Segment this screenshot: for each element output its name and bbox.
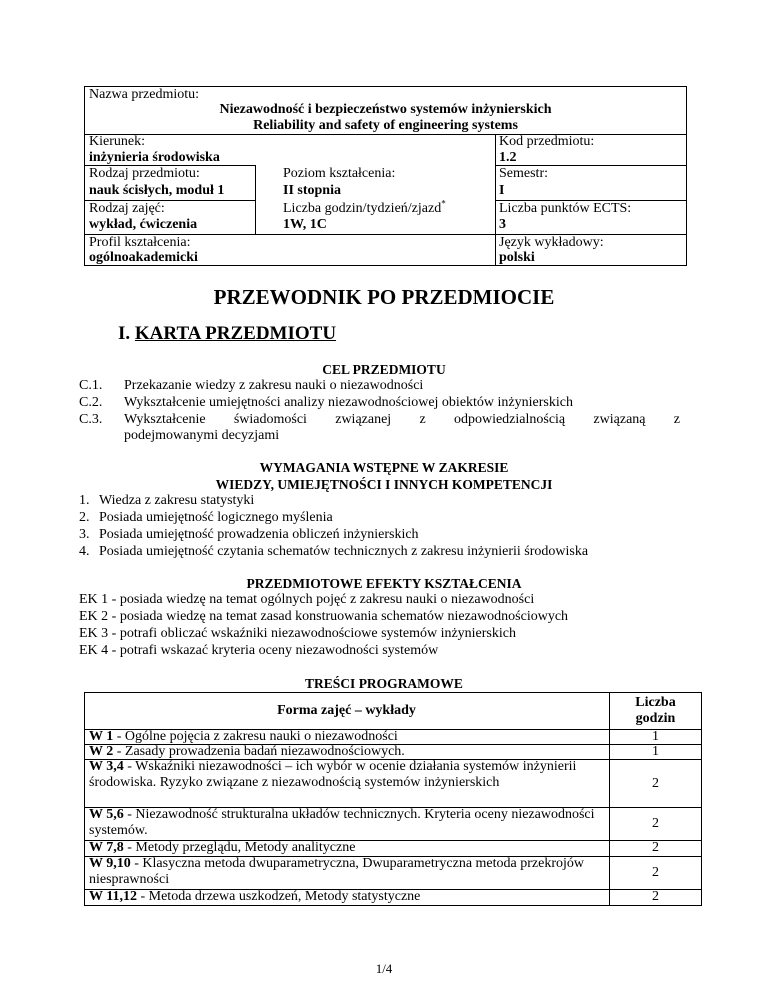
profile-value: ogólnoakademicki bbox=[89, 250, 198, 265]
requirement-item bbox=[79, 527, 419, 543]
outcome-item bbox=[79, 592, 534, 608]
subject-name-pl: Niezawodność i bezpieczeństwo systemów inżynierskich bbox=[219, 102, 552, 117]
table-row bbox=[89, 840, 604, 856]
level-value: II stopnia bbox=[283, 183, 341, 198]
language-label: Język wykładowy: bbox=[499, 235, 604, 250]
language-value: polski bbox=[499, 250, 535, 265]
program-col-hours-2: godzin bbox=[635, 711, 676, 726]
semester-label: Semestr: bbox=[499, 166, 548, 181]
subject-name-label: Nazwa przedmiotu: bbox=[89, 87, 200, 102]
table-row bbox=[89, 729, 604, 745]
direction-label: Kierunek: bbox=[89, 134, 145, 149]
goal-text: Wykształcenie umiejętności analizy niezawodnościowej obiektów inżynierskich bbox=[124, 395, 573, 410]
hours-value: 1W, 1C bbox=[283, 217, 327, 232]
row-text: - Niezawodność strukturalna układów technicznych. Kryteria oceny niezawodności systemów. bbox=[89, 807, 595, 838]
ects-value: 3 bbox=[499, 217, 506, 232]
semester-value: I bbox=[499, 183, 505, 198]
requirement-text: Posiada umiejętność logicznego myślenia bbox=[99, 510, 333, 525]
goal-number: C.3. bbox=[79, 412, 103, 427]
program-col-topic: Forma zajęć – wykłady bbox=[277, 703, 416, 718]
row-hours: 1 bbox=[652, 744, 659, 759]
outcome-item bbox=[79, 626, 516, 642]
row-hours: 2 bbox=[652, 840, 659, 855]
row-text: - Metoda drzewa uszkodzeń, Metody statystyczne bbox=[136, 889, 421, 904]
row-code: W 9,10 bbox=[89, 856, 131, 871]
row-hours: 2 bbox=[652, 776, 659, 791]
row-code: W 5,6 bbox=[89, 807, 124, 822]
table-row bbox=[89, 759, 604, 791]
requirements-heading-1: WYMAGANIA WSTĘPNE W ZAKRESIE bbox=[259, 460, 509, 475]
table-row bbox=[89, 744, 604, 760]
outcome-text: posiada wiedzę na temat ogólnych pojęć z zakresu nauki o niezawodności bbox=[119, 592, 535, 607]
goal-number: C.1. bbox=[79, 378, 103, 393]
level-label: Poziom kształcenia: bbox=[283, 166, 396, 181]
direction-value: inżynieria środowiska bbox=[89, 150, 220, 165]
hours-label-text: Liczba godzin/tydzień/zjazd bbox=[283, 201, 442, 216]
goal-item bbox=[79, 378, 423, 394]
code-label: Kod przedmiotu: bbox=[499, 134, 595, 149]
outcome-text: posiada wiedzę na temat zasad konstruowania schematów niezawodnościowych bbox=[119, 609, 569, 624]
outcome-number: EK 3 - bbox=[79, 626, 117, 641]
row-text: - Klasyczna metoda dwuparametryczna, Dwuparametryczna metoda przekrojów niesprawności bbox=[89, 856, 584, 887]
row-text: - Wskaźniki niezawodności – ich wybór w ocenie działania systemów inżynierii środowiska. Ryzyko związane z niezawodnością systemów inżynierskich bbox=[89, 759, 577, 790]
goal-text: Przekazanie wiedzy z zakresu nauki o niezawodności bbox=[124, 378, 424, 393]
page-title: PRZEWODNIK PO PRZEDMIOCIE bbox=[213, 285, 555, 309]
page-number: 1/4 bbox=[375, 961, 393, 976]
row-code: W 7,8 bbox=[89, 840, 124, 855]
row-code: W 1 bbox=[89, 729, 114, 744]
goal-item bbox=[79, 395, 573, 411]
requirement-number: 2. bbox=[79, 510, 90, 525]
program-col-hours-1: Liczba bbox=[635, 695, 676, 710]
requirement-text: Posiada umiejętność czytania schematów technicznych z zakresu inżynierii środowiska bbox=[99, 544, 589, 559]
outcome-item bbox=[79, 643, 438, 659]
requirement-item bbox=[79, 493, 254, 509]
program-heading: TREŚCI PROGRAMOWE bbox=[305, 676, 463, 691]
outcome-number: EK 1 - bbox=[79, 592, 117, 607]
type-value: nauk ścisłych, moduł 1 bbox=[89, 183, 225, 198]
ects-label: Liczba punktów ECTS: bbox=[499, 201, 632, 216]
classes-label: Rodzaj zajęć: bbox=[89, 201, 165, 216]
outcome-text: potrafi wskazać kryteria oceny niezawodności systemów bbox=[119, 643, 439, 658]
row-text: - Metody przeglądu, Metody analityczne bbox=[123, 840, 356, 855]
table-row bbox=[89, 856, 604, 888]
row-code: W 11,12 bbox=[89, 889, 137, 904]
row-text: - Ogólne pojęcia z zakresu nauki o niezawodności bbox=[113, 729, 398, 744]
classes-value: wykład, ćwiczenia bbox=[89, 217, 198, 232]
section-number: I. bbox=[118, 323, 131, 344]
goal-text-continued: podejmowanymi decyzjami bbox=[124, 428, 280, 443]
profile-label: Profil kształcenia: bbox=[89, 235, 191, 250]
requirement-number: 3. bbox=[79, 527, 90, 542]
outcomes-heading: PRZEDMIOTOWE EFEKTY KSZTAŁCENIA bbox=[246, 576, 522, 591]
program-table bbox=[84, 692, 702, 906]
outcome-number: EK 2 - bbox=[79, 609, 117, 624]
requirement-number: 1. bbox=[79, 493, 90, 508]
table-row bbox=[89, 889, 604, 905]
subject-name-en: Reliability and safety of engineering systems bbox=[253, 118, 518, 133]
requirements-heading-2: WIEDZY, UMIEJĘTNOŚCI I INNYCH KOMPETENCJI bbox=[215, 477, 553, 492]
row-code: W 2 bbox=[89, 744, 114, 759]
row-text: - Zasady prowadzenia badań niezawodnościowych. bbox=[113, 744, 405, 759]
row-hours: 2 bbox=[652, 816, 659, 831]
row-hours: 2 bbox=[652, 865, 659, 880]
requirement-item bbox=[79, 510, 333, 526]
section-title-text: KARTA PRZEDMIOTU bbox=[134, 323, 337, 344]
hours-footnote-mark: * bbox=[441, 198, 446, 209]
code-value: 1.2 bbox=[499, 150, 517, 165]
type-label: Rodzaj przedmiotu: bbox=[89, 166, 200, 181]
hours-label bbox=[283, 198, 446, 217]
goal-item bbox=[79, 412, 124, 428]
table-row bbox=[89, 807, 604, 839]
goals-heading: CEL PRZEDMIOTU bbox=[322, 362, 446, 377]
goal-text-justified: Wykształcenie świadomości związanej z odpowiedzialnością związaną z bbox=[124, 412, 680, 427]
requirement-text: Posiada umiejętność prowadzenia obliczeń inżynierskich bbox=[99, 527, 419, 542]
subject-info-table bbox=[84, 86, 687, 266]
section-title bbox=[118, 323, 336, 345]
outcome-text: potrafi obliczać wskaźniki niezawodnościowe systemów inżynierskich bbox=[119, 626, 516, 641]
outcome-item bbox=[79, 609, 568, 625]
requirement-item bbox=[79, 544, 588, 560]
row-hours: 2 bbox=[652, 889, 659, 904]
row-hours: 1 bbox=[652, 729, 659, 744]
requirement-number: 4. bbox=[79, 544, 90, 559]
goal-number: C.2. bbox=[79, 395, 103, 410]
outcome-number: EK 4 - bbox=[79, 643, 117, 658]
row-code: W 3,4 bbox=[89, 759, 124, 774]
requirement-text: Wiedza z zakresu statystyki bbox=[99, 493, 255, 508]
